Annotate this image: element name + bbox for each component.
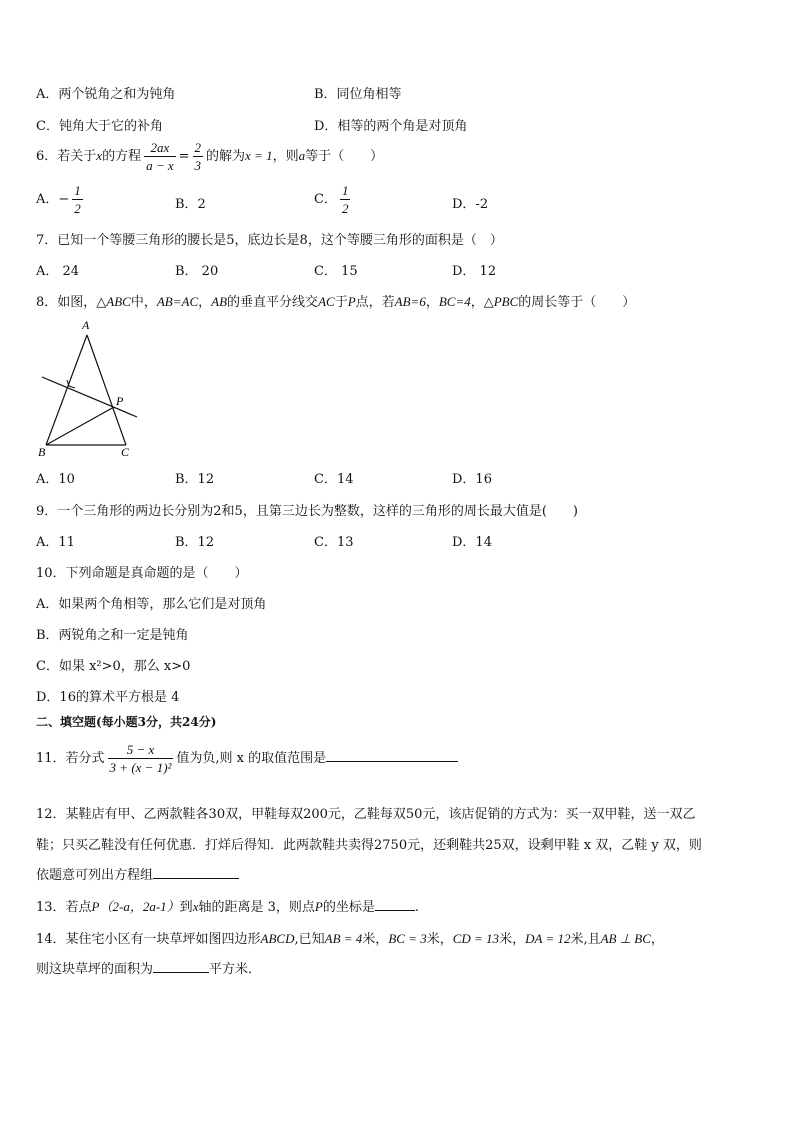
q10-option-b: B．两锐角之和一定是钝角 (36, 628, 189, 643)
q6-fraction-left: $\frac{2ax}{a - x}$ (146, 140, 174, 173)
q8-option-b: B．12 (175, 472, 215, 487)
q7-option-a: A． 24 (36, 264, 80, 279)
q11-stem: 11．若分式 $\frac{5 - x}{\text{3 + (x − 1)²}}$ 值为负,则 x 的取值范围是 (36, 742, 458, 775)
q5-option-d: D．相等的两个角是对顶角 (314, 119, 468, 134)
q10-option-d: D．16的算术平方根是 4 (36, 690, 180, 705)
q14-answer-blank[interactable] (153, 959, 209, 973)
section-heading-fill-in: 二、填空题(每小题3分，共24分) (36, 715, 217, 729)
q12-line-2: 鞋；只买乙鞋没有任何优惠．打烊后得知．此两款鞋共卖得2750元，还剩鞋共25双，设剩甲鞋 x 双，乙鞋 y 双，则 (36, 838, 702, 853)
q5-option-c: C．钝角大于它的补角 (36, 119, 163, 134)
q8-label-p: P (116, 394, 124, 408)
q13-answer-blank[interactable] (375, 897, 415, 911)
q5-option-a: A．两个锐角之和为钝角 (36, 87, 176, 102)
q8-triangle-figure (30, 315, 150, 460)
q12-line-3: 依题意可列出方程组 (36, 864, 239, 883)
q8-option-a: A．10 (36, 472, 75, 487)
q6-fraction-right: $\frac{2}{3}$ (194, 140, 202, 173)
q8-label-a: A (82, 318, 90, 332)
q9-option-a: A．11 (36, 535, 75, 550)
q8-stem: 8．如图，△ABC中，AB=AC，AB的垂直平分线交AC于P点，若AB=6，BC=4，△PBC的周长等于（ ） (36, 294, 636, 310)
q6-option-c: C． $\frac{1}{2}$ (314, 183, 349, 216)
q7-option-d: D． 12 (452, 264, 497, 279)
q12-answer-blank[interactable] (153, 865, 239, 879)
q6-option-b: B．2 (175, 197, 206, 212)
q11-fraction: $\frac{5 - x}{\text{3 + (x − 1)²}}$ (109, 742, 172, 775)
q9-option-c: C．13 (314, 535, 354, 550)
q10-stem: 10．下列命题是真命题的是（ ） (36, 566, 248, 581)
q10-option-a: A．如果两个角相等，那么它们是对顶角 (36, 597, 267, 612)
q8-label-c: C (121, 445, 130, 459)
q13-stem: 13．若点P（2-a，2a-1）到x轴的距离是 3，则点P的坐标是 . (36, 899, 419, 915)
q7-stem: 7．已知一个等腰三角形的腰长是5，底边长是8，这个等腰三角形的面积是（ ） (36, 233, 503, 248)
q11-answer-blank[interactable] (326, 748, 458, 762)
q7-option-b: B． 20 (175, 264, 219, 279)
q12-line-1: 12．某鞋店有甲、乙两款鞋各30双，甲鞋每双200元，乙鞋每双50元，该店促销的方式为：买一双甲鞋，送一双乙 (36, 807, 696, 822)
q7-option-c: C． 15 (314, 264, 358, 279)
q14-line-2: 则这块草坪的面积为 平方米． (36, 958, 261, 977)
q5-option-b: B．同位角相等 (314, 87, 402, 102)
q9-option-d: D．14 (452, 535, 492, 550)
q8-option-c: C．14 (314, 472, 354, 487)
q8-label-b: B (38, 445, 46, 459)
q6-option-d: D．-2 (452, 197, 489, 212)
q6-stem: 6．若关于x的方程 $\frac{2ax}{a - x}$ = $\frac{2}{3}$ 的解为x = 1，则a等于（ ） (36, 140, 384, 173)
q9-option-b: B．12 (175, 535, 215, 550)
q10-option-c: C．如果 x²>0，那么 x>0 (36, 659, 191, 674)
q8-option-d: D．16 (452, 472, 492, 487)
q6-option-a: A．− $\frac{1}{2}$ (36, 183, 81, 216)
q9-stem: 9．一个三角形的两边长分别为2和5，且第三边长为整数，这样的三角形的周长最大值是( ) (36, 504, 578, 519)
q14-line-1: 14．某住宅小区有一块草坪如图四边形ABCD,已知AB = 4米，BC = 3米，CD = 13米，DA = 12米,且AB ⊥ BC， (36, 931, 664, 947)
